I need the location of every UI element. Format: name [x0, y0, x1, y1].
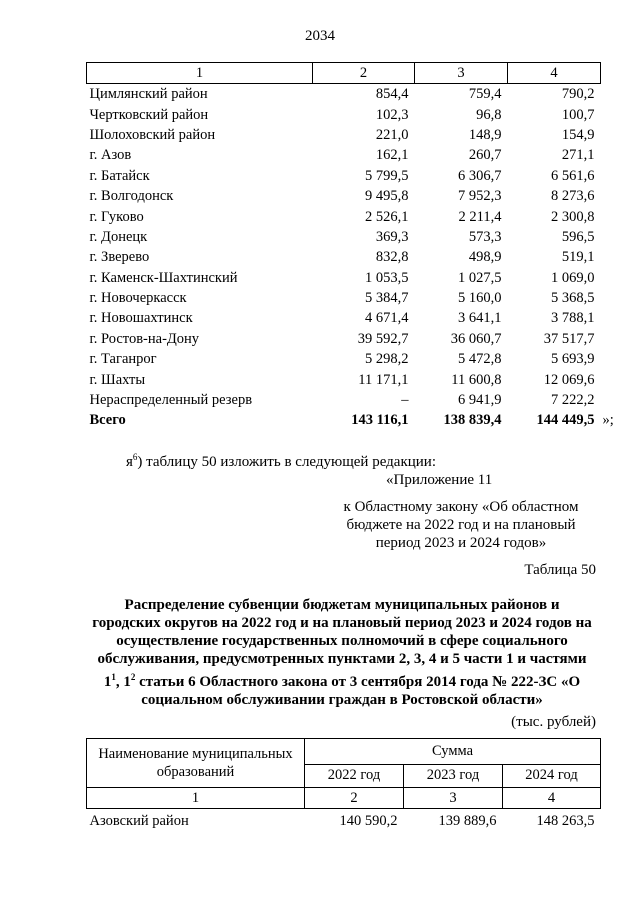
value-2024: 271,1: [561, 147, 595, 164]
table-row: [87, 166, 601, 186]
value-2023: 759,4: [468, 86, 502, 103]
heading-part-2: , 1: [115, 674, 131, 690]
year-header: 2023 год: [404, 764, 503, 787]
value-2022: 1 053,5: [365, 269, 409, 286]
value-2023: 139 889,6: [438, 812, 497, 829]
value-2023: 5 472,8: [458, 351, 502, 368]
value-2023: 260,7: [468, 147, 502, 164]
value-2024: 148 263,5: [536, 812, 595, 829]
heading-superscript-2: 2: [130, 672, 136, 682]
table-row: [87, 186, 601, 206]
column-index: 4: [508, 63, 601, 84]
total-label: Всего: [89, 412, 126, 429]
table-row: [87, 104, 601, 124]
value-2022: 5 298,2: [365, 351, 409, 368]
table-row: [87, 206, 601, 226]
page-number: 2034: [305, 28, 335, 44]
item-letter: я: [126, 454, 133, 470]
value-2024: 6 561,6: [551, 167, 595, 184]
table-row: [87, 227, 601, 247]
municipality-name: г. Каменск-Шахтинский: [89, 269, 238, 286]
column-index: 2: [313, 63, 415, 84]
value-2023: 7 952,3: [458, 188, 502, 205]
column-index: 1: [87, 63, 313, 84]
table-row: [87, 369, 601, 389]
table-row: [87, 308, 601, 328]
table-row: [87, 84, 601, 105]
municipality-name: г. Зверево: [89, 249, 150, 266]
value-2022: –: [401, 392, 409, 409]
sum-header: Сумма: [305, 739, 601, 765]
table-label: Таблица 50: [524, 562, 596, 578]
value-2022: 5 799,5: [365, 167, 409, 184]
column-index: 3: [404, 788, 503, 809]
value-2024: 1 069,0: [551, 269, 595, 286]
year-header: 2022 год: [305, 764, 404, 787]
value-2022: 369,3: [375, 228, 409, 245]
value-2022: 2 526,1: [365, 208, 409, 225]
value-2023: 3 641,1: [458, 310, 502, 327]
table-row: [87, 125, 601, 145]
value-2022: 221,0: [375, 126, 409, 143]
municipality-name: г. Новочеркасск: [89, 290, 187, 307]
value-2023: 96,8: [476, 106, 502, 123]
value-2023: 498,9: [468, 249, 502, 266]
value-2023: 6 306,7: [458, 167, 502, 184]
value-2024: 100,7: [561, 106, 595, 123]
value-2023: 573,3: [468, 228, 502, 245]
value-2022: 11 171,1: [358, 371, 409, 388]
heading-superscript-1: 1: [111, 672, 116, 682]
table-row: [87, 329, 601, 349]
heading-part-3: статьи 6 Областного закона от 3 сентября 2014 года № 222-ЗС «О социальном обслуживании граждан в Ростовской области»: [135, 674, 581, 708]
total-2024: 144 449,5: [536, 412, 595, 429]
value-2022: 140 590,2: [339, 812, 398, 829]
subvention-table: [86, 738, 601, 833]
municipality-name: г. Донецк: [89, 228, 148, 245]
value-2024: 596,5: [561, 228, 595, 245]
municipality-name: г. Ростов-на-Дону: [89, 330, 200, 347]
municipality-name: Азовский район: [89, 812, 189, 829]
value-2022: 832,8: [375, 249, 409, 266]
municipality-name: Цимлянский район: [89, 86, 208, 103]
value-2022: 9 495,8: [365, 188, 409, 205]
table-body: [87, 84, 601, 411]
column-index-row: [87, 63, 601, 84]
municipality-name: Нераспределенный резерв: [89, 392, 253, 409]
municipality-name: Чертковский район: [89, 106, 209, 123]
table-body: [87, 809, 601, 834]
municipality-name: г. Новошахтинск: [89, 310, 193, 327]
table-row: [87, 390, 601, 410]
value-2022: 4 671,4: [365, 310, 409, 327]
table-row: [87, 288, 601, 308]
value-2024: 8 273,6: [551, 188, 595, 205]
municipality-name: г. Волгодонск: [89, 188, 174, 205]
value-2024: 7 222,2: [551, 392, 595, 409]
municipality-name: Шолоховский район: [89, 126, 216, 143]
municipality-column-header: Наименование муниципальных образований: [87, 739, 305, 788]
value-2023: 148,9: [468, 126, 502, 143]
value-2024: 790,2: [561, 86, 595, 103]
column-index-row: [87, 788, 601, 809]
value-2022: 102,3: [375, 106, 409, 123]
table-row: [87, 247, 601, 267]
heading-part-1: Распределение субвенции бюджетам муниципальных районов и городских округов на 2022 год и на плановый период 2023 и 2024 годов на осуществление государственных полномочий в сфере социального обслуживания, предусмотренных пунктами 2, 3, 4 и 5 части 1 и частями 1: [92, 597, 592, 690]
total-2024-cell: [508, 410, 614, 430]
municipality-name: г. Шахты: [89, 371, 146, 388]
value-2023: 11 600,8: [451, 371, 502, 388]
value-2022: 162,1: [375, 147, 409, 164]
appendix-subtitle: к Областному закону «Об областном бюджете на 2022 год и на плановый период 2023 и 2024 годов»: [343, 499, 579, 551]
value-2024: 5 693,9: [551, 351, 595, 368]
total-2023: 138 839,4: [443, 412, 502, 429]
value-2023: 5 160,0: [458, 290, 502, 307]
allocation-table-continued: [86, 62, 614, 431]
table-row: [87, 145, 601, 165]
units-label: (тыс. рублей): [511, 714, 596, 730]
value-2023: 6 941,9: [458, 392, 502, 409]
total-2022: 143 116,1: [351, 412, 409, 429]
table-row: [87, 349, 601, 369]
table-row: [87, 268, 601, 288]
value-2022: 854,4: [375, 86, 409, 103]
column-index: 4: [503, 788, 601, 809]
value-2024: 37 517,7: [543, 330, 595, 347]
municipality-name: г. Гуково: [89, 208, 144, 225]
instruction-text: ) таблицу 50 изложить в следующей редакции:: [137, 454, 436, 470]
column-index: 3: [415, 63, 508, 84]
closing-quote: »;: [602, 412, 614, 429]
value-2024: 154,9: [561, 126, 595, 143]
municipality-name: г. Азов: [89, 147, 132, 164]
column-index: 2: [305, 788, 404, 809]
municipality-name: г. Батайск: [89, 167, 150, 184]
value-2024: 12 069,6: [543, 371, 595, 388]
appendix-title: «Приложение 11: [386, 472, 493, 488]
municipality-name: г. Таганрог: [89, 351, 157, 368]
value-2024: 2 300,8: [551, 208, 595, 225]
item-superscript: 6: [132, 452, 138, 462]
value-2022: 5 384,7: [365, 290, 409, 307]
year-header: 2024 год: [503, 764, 601, 787]
value-2022: 39 592,7: [357, 330, 409, 347]
column-index: 1: [87, 788, 305, 809]
total-row: [87, 410, 601, 430]
value-2023: 2 211,4: [458, 208, 502, 225]
value-2024: 5 368,5: [551, 290, 595, 307]
amendment-instruction: [126, 452, 436, 471]
value-2023: 36 060,7: [450, 330, 502, 347]
value-2024: 519,1: [561, 249, 595, 266]
value-2023: 1 027,5: [458, 269, 502, 286]
table-heading: [90, 596, 594, 709]
value-2024: 3 788,1: [551, 310, 595, 327]
table-row: [87, 809, 601, 834]
